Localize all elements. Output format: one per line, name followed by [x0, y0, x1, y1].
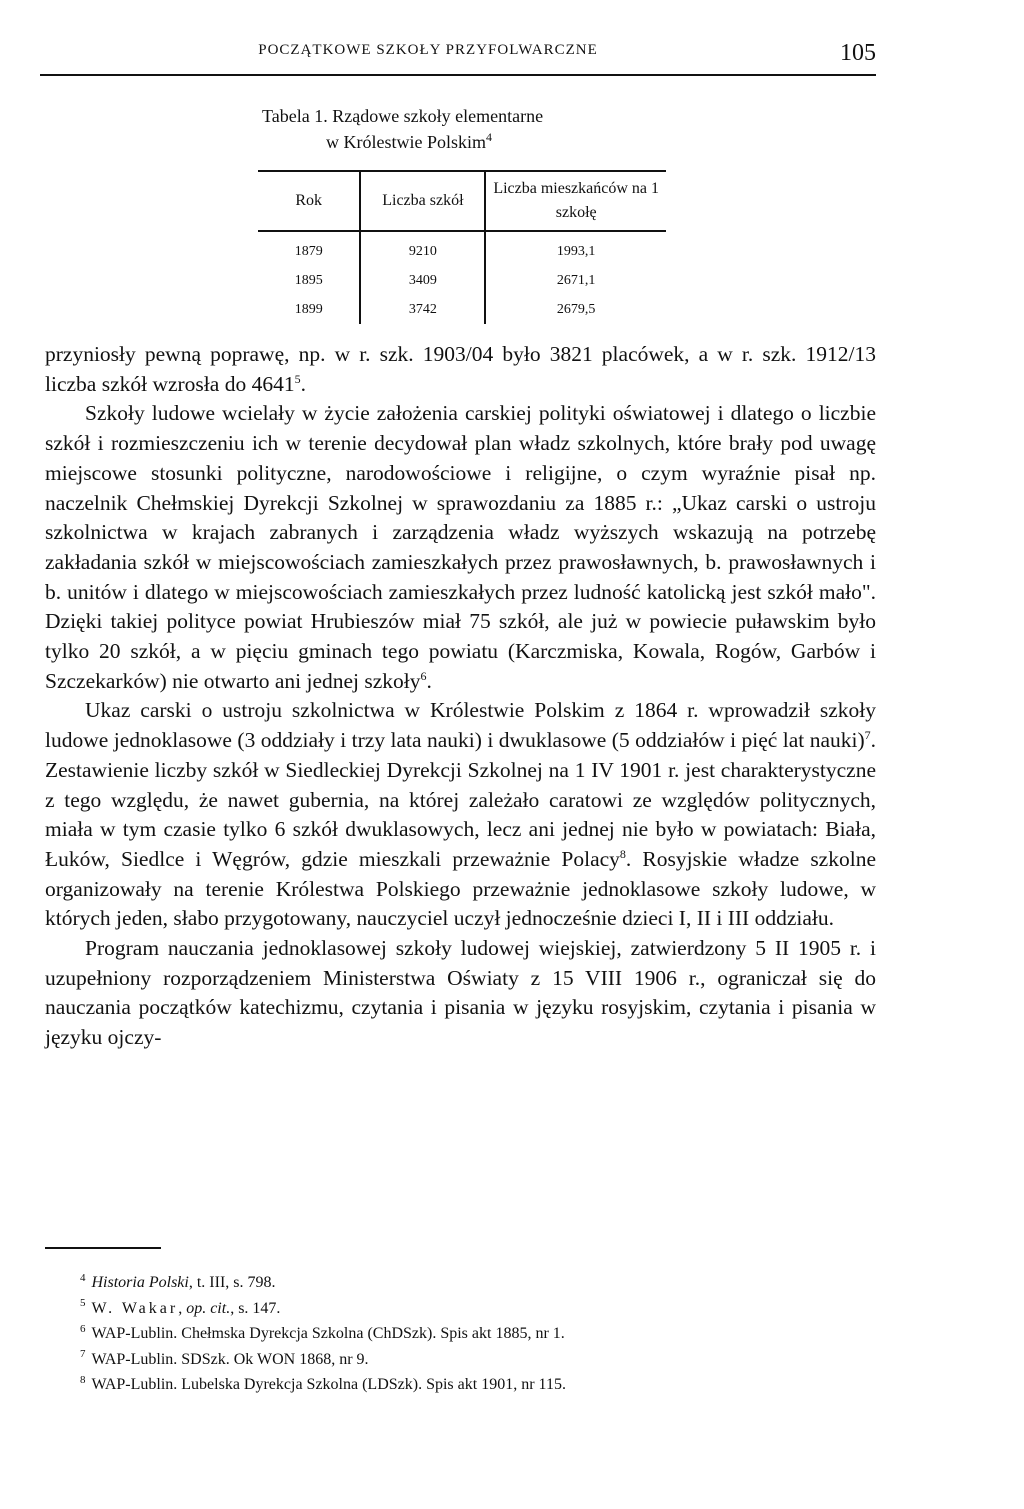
paragraph-3: Ukaz carski o ustroju szkolnictwa w Królestwie Polskim z 1864 r. wprowadził szkoły ludowe jednoklasowe (3 oddziały i trzy lata nauki) i dwuklasowe (5 oddziałów i pięć lat nauki)$^7$. Zestawienie liczby szkół w Siedleckiej Dyrekcji Szkolnej na 1 IV 1901 r. jest charakterystyczne z tego względu, że nawet gubernia, na której zależało caratowi ze względów politycznych, miała w tym czasie tylko 6 szkół dwuklasowych, lecz ani jednej nie było w powiatach: Biała, Łuków, Siedlce i Węgrów, gdzie mieszkali przeważnie Polacy$^8$. Rosyjskie władze szkolne organizowały na terenie Królestwa Polskiego przeważnie jednoklasowe szkoły ludowe, w których jeden, słabo przygotowany, nauczyciel uczył jednocześnie dzieci I, II i III oddziału.	[45, 698, 876, 931]
table-cell: 2679,5	[556, 301, 596, 317]
footnote-6: $^6$ WAP-Lublin. Chełmska Dyrekcja Szkolna (ChDSzk). Spis akt 1885, nr 1.	[80, 1322, 565, 1343]
schools-table	[258, 170, 666, 324]
table-cell: 3742	[360, 295, 485, 324]
footnote-author: W. Wakar	[91, 1299, 179, 1317]
table-cell: 1895	[294, 272, 323, 288]
body-text	[45, 340, 876, 1053]
footnote-5: $^5$ W. Wakar, op. cit., s. 147.	[80, 1297, 281, 1317]
table-caption-line-2: w Królestwie Polskim$^4$	[326, 130, 492, 152]
footnote-ref: 5	[294, 371, 301, 386]
running-head: POCZĄTKOWE SZKOŁY PRZYFOLWARCZNE	[258, 42, 598, 58]
footnotes	[80, 1270, 880, 1398]
footnote-ref: 4	[486, 130, 492, 144]
table-cell: 1993,1	[556, 243, 596, 259]
page-number: 105	[840, 40, 876, 66]
column-header-school-count: Liczba szkół	[360, 171, 485, 231]
table-cell: 3409	[360, 266, 485, 295]
paragraph-2: Szkoły ludowe wcielały w życie założenia carskiej polityki oświatowej i dlatego o liczbie szkół i rozmieszczeniu ich w terenie decydował plan władz szkolnych, które brały pod uwagę miejscowe stosunki polityczne, narodowościowe i religijne, o czym wyraźnie pisał np. naczelnik Chełmskiej Dyrekcji Szkolnej w sprawozdaniu za 1885 r.: „Ukaz carski o ustroju szkolnictwa w krajach zabranych i zarządzenia władz wyższych wskazują na potrzebę zakładania szkół w miejscowościach zamieszkałych przez prawosławnych, b. prawosławnych i b. unitów i dlatego w miejscowościach zamieszkałych przez ludność katolicką jest szkół mało". Dzięki takiej polityce powiat Hrubieszów miał 75 szkół, ale już w powiecie puławskim było tylko 20 szkół, a w pięciu gminach tego powiatu (Karczmiska, Kowala, Rogów, Garbów i Szczekarków) nie otwarto ani jednej szkoły$^6$.	[45, 401, 876, 693]
footnote-7: $^7$ WAP-Lublin. SDSzk. Ok WON 1868, nr 9.	[80, 1348, 369, 1368]
footnote-4: $^4$ Historia Polski, t. III, s. 798.	[80, 1271, 276, 1291]
table-cell: 9210	[360, 231, 485, 266]
page-header	[40, 36, 876, 76]
table-header-row	[258, 171, 666, 231]
table-cell: 1899	[294, 301, 323, 317]
footnote-ref: 6	[420, 668, 427, 683]
table-row	[258, 266, 666, 295]
column-header-year: Rok	[295, 192, 323, 209]
table-caption	[262, 103, 682, 155]
table-cell: 2671,1	[556, 272, 596, 288]
table-caption-line-1: Tabela 1. Rządowe szkoły elementarne	[262, 106, 544, 126]
footnote-ref: 7	[864, 727, 871, 742]
paragraph-1: przyniosły pewną poprawę, np. w r. szk. 1903/04 było 3821 placówek, a w r. szk. 1912/13 liczba szkół wzrosła do 4641$^5$.	[45, 342, 876, 396]
table-cell: 1879	[294, 243, 323, 259]
footnote-ref: 8	[619, 846, 626, 861]
footnote-divider	[45, 1247, 161, 1249]
table-row	[258, 231, 666, 266]
paragraph-4: Program nauczania jednoklasowej szkoły ludowej wiejskiej, zatwierdzony 5 II 1905 r. i uzupełniony rozporządzeniem Ministerstwa Oświaty z 15 VIII 1906 r., ograniczał się do nauczania początków katechizmu, czytania i pisania w języku rosyjskim, czytania i pisania w języku ojczy-	[45, 936, 876, 1050]
footnote-8: $^8$ WAP-Lublin. Lubelska Dyrekcja Szkolna (LDSzk). Spis akt 1901, nr 115.	[80, 1374, 566, 1394]
column-header-residents-per-school: Liczba mieszkańców na 1 szkołę	[493, 180, 660, 221]
table-row	[258, 295, 666, 324]
